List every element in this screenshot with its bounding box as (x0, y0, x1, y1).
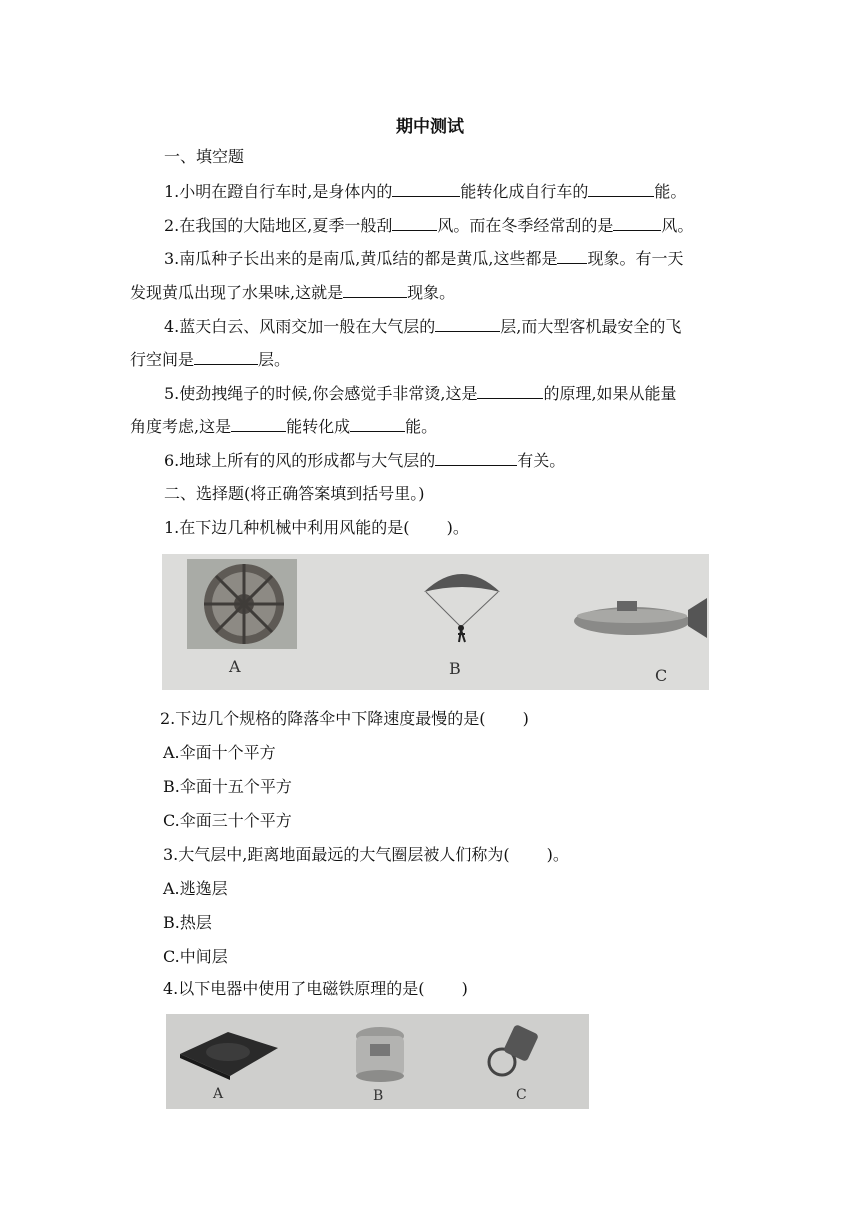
question-text: 有关。 (517, 451, 566, 470)
water-wheel-icon (187, 559, 297, 649)
option-label-b: B (449, 659, 461, 678)
question-1-2 (164, 215, 693, 236)
option-2-3-b[interactable]: B.热层 (163, 913, 212, 932)
question-1-5-cont (130, 416, 437, 437)
answer-blank[interactable] (477, 383, 543, 399)
answer-blank[interactable] (343, 282, 407, 298)
question-2-4: 4.以下电器中使用了电磁铁原理的是( ) (163, 979, 468, 998)
option-label-b: B (373, 1088, 384, 1104)
answer-blank[interactable] (435, 316, 500, 332)
question-text: 2.在我国的大陆地区,夏季一般刮 (164, 216, 393, 235)
question-1-4 (164, 316, 681, 337)
page-title: 期中测试 (396, 117, 464, 137)
option-2-2-a[interactable]: A.伞面十个平方 (163, 743, 276, 762)
question-1-3-cont (130, 282, 455, 303)
question-text: 发现黄瓜出现了水果味,这就是 (130, 283, 344, 302)
option-label-c: C (655, 666, 668, 685)
question-text: 能。 (654, 182, 687, 201)
option-2-3-a[interactable]: A.逃逸层 (163, 879, 228, 898)
question-text: 现象。 (407, 283, 456, 302)
question-text: 4.蓝天白云、风雨交加一般在大气层的 (164, 317, 436, 336)
question-text: 3.南瓜种子长出来的是南瓜,黄瓜结的都是黄瓜,这些都是 (164, 249, 558, 268)
answer-blank[interactable] (588, 181, 654, 197)
question-1-3 (164, 248, 683, 269)
question-text: 行空间是 (130, 350, 195, 369)
answer-blank[interactable] (231, 416, 286, 432)
option-label-c: C (516, 1087, 527, 1103)
question-text: 能转化成 (286, 417, 351, 436)
question-text: 层。 (258, 350, 291, 369)
answer-blank[interactable] (350, 416, 405, 432)
question-text: 风。而在冬季经常刮的是 (437, 216, 614, 235)
question-text: 1.小明在蹬自行车时,是身体内的 (164, 182, 393, 201)
section-heading-multiple-choice: 二、选择题(将正确答案填到括号里。) (164, 484, 425, 503)
question-text: 风。 (661, 216, 694, 235)
question-text: 层,而大型客机最安全的飞 (500, 317, 682, 336)
answer-blank[interactable] (557, 248, 587, 264)
option-label-a: A (229, 657, 241, 676)
question-1-5 (164, 383, 677, 404)
answer-blank[interactable] (194, 349, 258, 365)
question-text: 现象。有一天 (587, 249, 684, 268)
question-2-4-image (166, 1014, 589, 1109)
question-text: 角度考虑,这是 (130, 417, 232, 436)
machines-illustration (162, 554, 709, 690)
question-text: 能。 (405, 417, 438, 436)
question-1-4-cont (130, 349, 290, 370)
question-text: 6.地球上所有的风的形成都与大气层的 (164, 451, 436, 470)
section-heading-fill-blank: 一、填空题 (164, 147, 245, 166)
question-1-6 (164, 450, 565, 471)
rice-cooker-icon (356, 1027, 404, 1082)
question-text: 5.使劲拽绳子的时候,你会感觉手非常烫,这是 (164, 384, 478, 403)
option-label-a: A (213, 1086, 224, 1102)
question-2-3: 3.大气层中,距离地面最远的大气圈层被人们称为( )。 (163, 845, 569, 864)
question-2-1-image (162, 554, 709, 690)
question-2-1: 1.在下边几种机械中利用风能的是( )。 (164, 518, 469, 537)
question-1-1 (164, 181, 686, 202)
answer-blank[interactable] (392, 181, 460, 197)
answer-blank[interactable] (435, 450, 517, 466)
option-2-2-c[interactable]: C.伞面三十个平方 (163, 811, 292, 830)
answer-blank[interactable] (613, 215, 661, 231)
question-2-2: 2.下边几个规格的降落伞中下降速度最慢的是( ) (160, 709, 529, 728)
option-2-2-b[interactable]: B.伞面十五个平方 (163, 777, 292, 796)
answer-blank[interactable] (392, 215, 437, 231)
question-text: 的原理,如果从能量 (543, 384, 677, 403)
option-2-3-c[interactable]: C.中间层 (163, 947, 228, 966)
question-text: 能转化成自行车的 (460, 182, 589, 201)
